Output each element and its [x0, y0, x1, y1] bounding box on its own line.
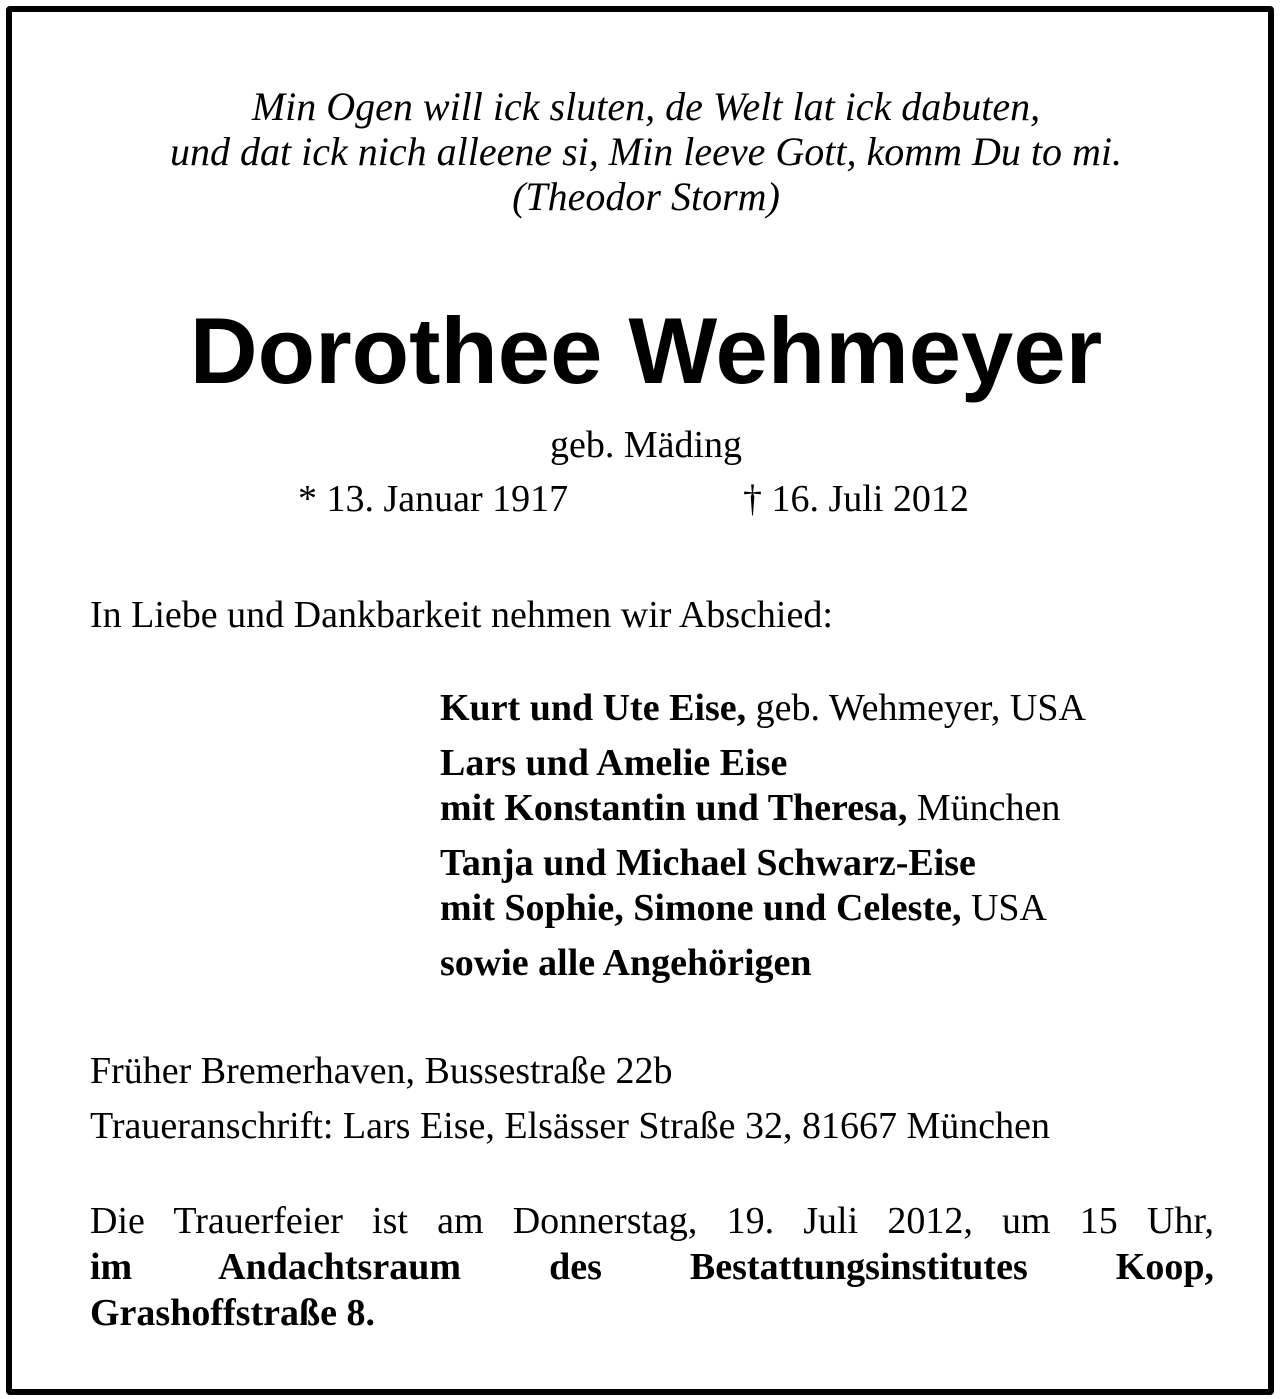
mourner-group-1 — [440, 686, 1086, 731]
mourner-group-3 — [440, 841, 1086, 931]
mourner-detail: USA — [961, 887, 1048, 929]
mourner-group-4 — [440, 941, 1086, 986]
mourner-name: Tanja und Michael Schwarz-Eise — [440, 842, 976, 884]
mourner-detail: geb. Wehmeyer, USA — [746, 687, 1086, 729]
motto-line-1: Min Ogen will ick sluten, de Welt lat ick dabuten, — [251, 84, 1041, 129]
motto-author: (Theodor Storm) — [512, 174, 780, 219]
mourners-list — [440, 686, 1086, 996]
mourner-name: Lars und Amelie Eise — [440, 742, 788, 784]
mourner-name: Kurt und Ute Eise, — [440, 687, 747, 729]
mourner-group-2 — [440, 741, 1086, 831]
maiden-name: geb. Mäding — [549, 424, 743, 466]
mourning-address: Traueranschrift: Lars Eise, Elsässer Straße 32, 81667 München — [90, 1105, 1050, 1147]
funeral-street-line: Grashoffstraße 8. — [90, 1292, 375, 1334]
funeral-notice — [90, 1198, 1214, 1336]
motto-quote — [12, 84, 1280, 219]
death-date: † 16. Juli 2012 — [743, 478, 969, 520]
mourner-name: mit Konstantin und Theresa, — [440, 787, 908, 829]
motto-line-2: und dat ick nich alleene si, Min leeve Gott, komm Du to mi. — [170, 129, 1122, 174]
funeral-venue-line: im Andachtsraum des Bestattungsinstitutes Koop, — [90, 1246, 1214, 1288]
funeral-date-line: Die Trauerfeier ist am Donnerstag, 19. Juli 2012, um 15 Uhr, — [90, 1200, 1214, 1242]
obituary-frame — [6, 6, 1274, 1395]
deceased-name: Dorothee Wehmeyer — [189, 298, 1103, 403]
mourner-detail: München — [907, 787, 1061, 829]
addresses — [90, 1048, 1050, 1158]
birth-date: * 13. Januar 1917 — [298, 478, 569, 520]
former-address: Früher Bremerhaven, Bussestraße 22b — [90, 1050, 673, 1092]
mourner-relatives: sowie alle Angehörigen — [440, 942, 812, 984]
mourner-name: mit Sophie, Simone und Celeste, — [440, 887, 962, 929]
farewell-intro: In Liebe und Dankbarkeit nehmen wir Abschied: — [90, 594, 833, 636]
